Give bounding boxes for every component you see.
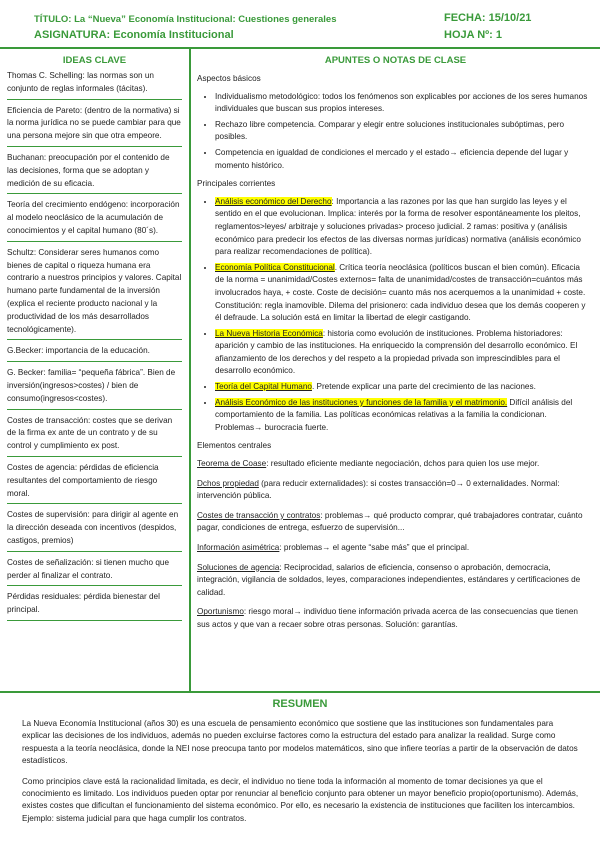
corrientes-list bbox=[197, 196, 591, 435]
elemento-text: (para reducir externalidades): si costes transacción=0→ 0 externalidades. Normal: intervención pública. bbox=[197, 478, 560, 501]
ideas-clave-title: IDEAS CLAVE bbox=[62, 55, 127, 66]
column-divider bbox=[189, 49, 191, 692]
corriente-item bbox=[215, 196, 591, 259]
elemento-item bbox=[197, 606, 591, 631]
elementos-title: Elementos centrales bbox=[197, 441, 272, 451]
elementos-list bbox=[197, 458, 591, 632]
elemento-name: Costes de transacción y contratos bbox=[197, 510, 321, 520]
elemento-name: Información asimétrica bbox=[197, 543, 280, 552]
elemento-text: : riesgo moral→ individuo tiene información privada acerca de las consecuencias que tienen sus actos y que van a recaer sobre otras personas. Solución: garantías. bbox=[197, 607, 578, 629]
idea-clave-item: Costes de señalización: si tienen mucho que perder al finalizar el contrato. bbox=[7, 557, 182, 587]
corriente-name: La Nueva Historia Económica bbox=[215, 328, 323, 338]
idea-clave-item: Thomas C. Schelling: las normas son un conjunto de reglas informales (tácitas). bbox=[7, 70, 182, 100]
idea-clave-item: Pérdidas residuales: pérdida bienestar del principal. bbox=[7, 591, 182, 621]
corriente-text: Difícil análisis del comportamiento de la familia. Las políticas económicas relativas a la familia la condicionan. Problemas→ burocracia fuerte. bbox=[215, 397, 573, 432]
corriente-name: Análisis Económico de las instituciones y funciones de la familia y el matrimonio. bbox=[215, 397, 508, 407]
aspecto-item: • Individualismo metodológico: todos los fenómenos son explicables por acciones de los seres humanos individuales que buscan sus propios intereses. bbox=[215, 91, 591, 116]
resumen-divider bbox=[0, 691, 600, 693]
idea-clave-item: G. Becker: familia= “pequeña fábrica”. Bien de inversión(ingresos>costes) / bien de consumo(ingresos<costes). bbox=[7, 367, 182, 409]
aspectos-list bbox=[197, 91, 591, 173]
header-divider bbox=[0, 47, 600, 49]
aspecto-item: • Rechazo libre competencia. Comparar y elegir entre soluciones institucionales subóptimas, pero posibles. bbox=[215, 119, 591, 144]
idea-clave-item: Costes de transacción: costes que se derivan de la firma ex ante de un contrato y de su control y cumplimiento ex post. bbox=[7, 415, 182, 457]
elemento-name: Oportunismo bbox=[197, 607, 244, 617]
corriente-text: . Crítica teoría neoclásica (políticos buscan el bien común). Eficacia de la norma = unanimidad/Costes externos= falta de unanimidad/costes de transacción=cuántos más involucrados haya, + coste. Coste de decisión= cuanto más nos acerquemos a la unanimidad + coste. Constitución: regla inamovible. Dilema del prisionero: cada individuo desea que los demás cooperen y él defraude. La solución está en limitar la libertad de elegir castigando. bbox=[215, 262, 586, 323]
corriente-name: Teoría del Capital Humano bbox=[215, 382, 312, 392]
elemento-text: : resultado eficiente mediante negociación, dchos para quien los use mejor. bbox=[266, 459, 540, 469]
elemento-item bbox=[197, 458, 591, 471]
apuntes-title: APUNTES O NOTAS DE CLASE bbox=[324, 55, 467, 66]
resumen-paragraph: La Nueva Economía Institucional (años 30) es una escuela de pensamiento económico que sostiene que las instituciones son fundamentales para explicar las decisiones de los individuos, además no pueden excluirse factores como la estructura del estado para analizar la realidad. Surge como respuesta a la teoría neoclásica, donde la NEI nose preocupa tanto por modelos matemáticos, sino que infiere teorías a partir de la observación de datos estadísticos. bbox=[22, 719, 578, 766]
corriente-item bbox=[215, 397, 591, 435]
hoja: HOJA Nº: 1 bbox=[444, 29, 503, 41]
ideas-clave-column bbox=[7, 70, 182, 626]
corriente-text: . Pretende explicar una parte del crecimiento de las naciones. bbox=[311, 382, 536, 392]
aspectos-title: Aspectos básicos bbox=[197, 74, 261, 83]
elemento-item bbox=[197, 542, 591, 555]
idea-clave-item: Costes de supervisión: para dirigir al agente en la dirección deseada con incentivos (despidos, castigos, premios) bbox=[7, 509, 182, 551]
resumen-title: RESUMEN bbox=[272, 698, 328, 710]
elemento-name: Soluciones de agencia bbox=[197, 562, 280, 572]
idea-clave-item: Schultz: Considerar seres humanos como bienes de capital o riqueza humana era contrario a nuestros principios y valores. Capital humano parte fundamental de la inversión (explica el reciente producto nacional y la productividad de los más desarrollados tecnológicamente). bbox=[7, 247, 182, 341]
elemento-text: : problemas→ el agente “sabe más” que el principal. bbox=[279, 543, 470, 552]
idea-clave-item: Buchanan: preocupación por el contenido de las decisiones, forma que se adoptan y medición de su eficacia. bbox=[7, 152, 182, 194]
corriente-item bbox=[215, 328, 591, 378]
idea-clave-item: Eficiencia de Pareto: (dentro de la normativa) si la norma jurídica no se puede cambiar para que una persona mejore sin que otra empeore. bbox=[7, 105, 182, 147]
corriente-name: Análisis económico del Derecho bbox=[215, 196, 332, 206]
elemento-item bbox=[197, 510, 591, 535]
resumen-paragraph: Como principios clave está la racionalidad limitada, es decir, el individuo no tiene toda la información al momento de tomar decisiones ya que el conocimiento es limitado. Los individuos pueden optar por renunciar al beneficio conjunto para obtener un mayor beneficio propio(oportunismo). Además, existes costes que dificultan el funcionamiento del sistema económico. Por ello, es necesario la existencia de instituciones que faciliten los intercambios. Ejemplo: sistema judicial para que haga cumplir los contratos. bbox=[22, 776, 579, 823]
elemento-text: : problemas→ qué producto comprar, qué trabajadores contratar, cuánto pagar, condiciones de entrega, esfuerzo de supervisión... bbox=[197, 510, 583, 533]
elemento-item bbox=[197, 562, 591, 600]
idea-clave-item: Teoría del crecimiento endógeno: incorporación al modelo neoclásico de la acumulación de conocimientos y el capital humano (80´s). bbox=[7, 199, 182, 241]
corriente-text: : Importancia a las razones por las que han surgido las leyes y el sentido en el que evolucionan. Implica: interés por la forma de resolver espontáneamente los pleitos, reglamentos>leyes/ arbitraje y soluciones privadas> proceso judicial. 2 ramas: positiva y (análisis económico para predecir los efectos de las diversas normas jurídicas) normativa (análisis económico para realizar recomendaciones de política). bbox=[215, 196, 581, 257]
elemento-text: : Reciprocidad, salarios de eficiencia, consenso o aprobación, democracia, integración, vigilancia de soldados, leyes, comparaciones independientes, estándares y certificaciones de calidad. bbox=[197, 562, 581, 597]
asignatura: ASIGNATURA: Economía Institucional bbox=[34, 29, 234, 41]
corriente-name: Economía Política Constitucional bbox=[215, 262, 335, 272]
resumen-body bbox=[22, 718, 582, 833]
titulo: TÍTULO: La “Nueva” Economía Institucional: Cuestiones generales bbox=[34, 14, 337, 25]
fecha: FECHA: 15/10/21 bbox=[444, 12, 532, 24]
corriente-text: : historia como evolución de instituciones. Problema historiadores: aparición y cambio de las instituciones. Ha enriquecido la comprensión del desarrollo económico. El afianzamiento de los derechos y del respeto a la propiedad privada son imprescindibles para el desarrollo económico. bbox=[215, 328, 578, 376]
idea-clave-item: Costes de agencia: pérdidas de eficiencia resultantes del comportamiento de riesgo moral. bbox=[7, 462, 182, 504]
elemento-name: Dchos propiedad bbox=[197, 478, 259, 488]
aspecto-item: • Competencia en igualdad de condiciones el mercado y el estado→ eficiencia depende del lugar y momento histórico. bbox=[215, 147, 591, 172]
corriente-item bbox=[215, 262, 591, 325]
apuntes-column bbox=[197, 70, 591, 639]
principales-title: Principales corrientes bbox=[197, 179, 276, 189]
idea-clave-item: G.Becker: importancia de la educación. bbox=[7, 345, 182, 362]
elemento-name: Teorema de Coase bbox=[197, 459, 267, 469]
page-header bbox=[0, 0, 600, 47]
corriente-item bbox=[215, 381, 591, 394]
elemento-item bbox=[197, 478, 591, 503]
